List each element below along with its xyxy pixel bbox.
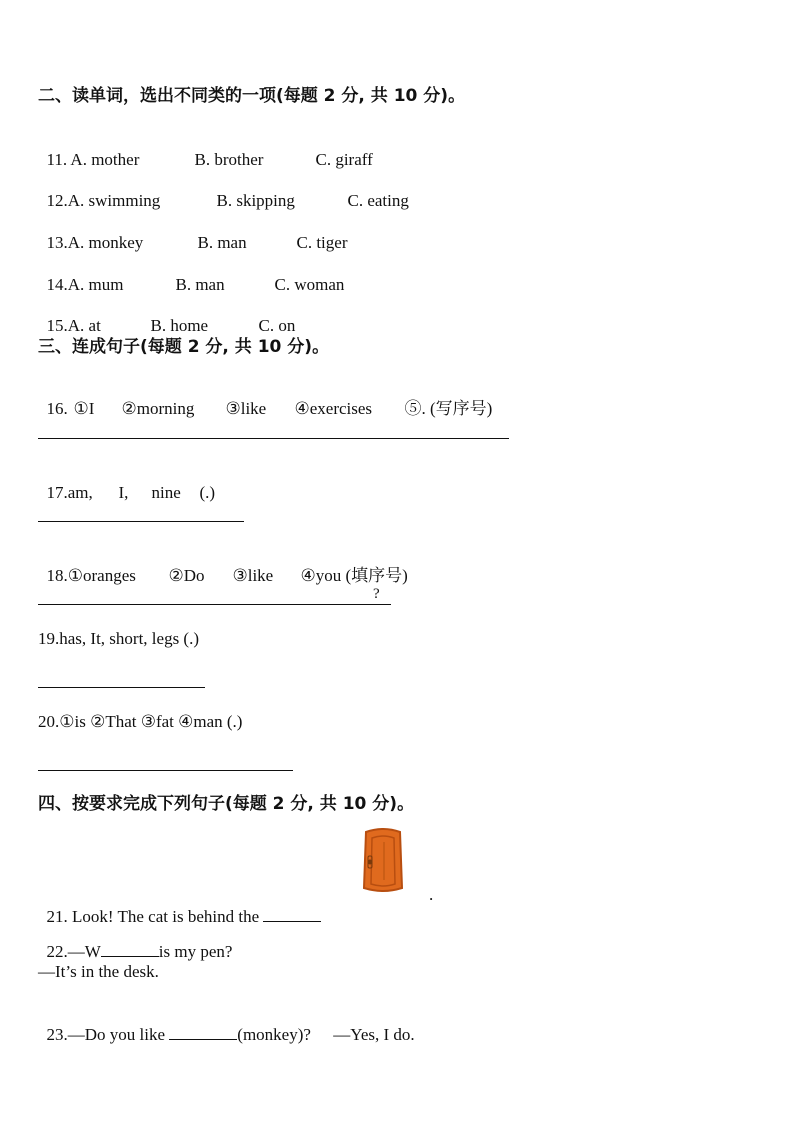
option-a: 12.A. swimming — [46, 191, 161, 210]
question-mark: ? — [373, 586, 380, 602]
question-13 — [38, 213, 348, 253]
question-18: 18.①oranges ②Do ③like ④you (填序号) — [46, 566, 408, 585]
answer-blank-21[interactable] — [263, 905, 321, 922]
option-c: C. eating — [347, 191, 409, 210]
question-20: 20.①is ②That ③fat ④man (.) — [38, 712, 243, 731]
answer-line-19[interactable] — [38, 687, 205, 688]
answer-blank-22[interactable] — [101, 940, 159, 957]
option-b: B. brother — [194, 150, 264, 169]
answer-blank-23[interactable] — [169, 1023, 237, 1040]
option-a: 11. A. mother — [46, 150, 140, 169]
option-a: 13.A. monkey — [46, 233, 144, 252]
option-a: 14.A. mum — [46, 275, 124, 294]
door-icon — [360, 828, 406, 896]
section-3-heading: 三、连成句子(每题 2 分, 共 10 分)。 — [38, 337, 330, 357]
question-21-period: . — [429, 885, 434, 904]
section-2-heading: 二、读单词，选出不同类的一项(每题 2 分, 共 10 分)。 — [38, 86, 466, 106]
option-c: C. woman — [274, 275, 345, 294]
question-12 — [38, 171, 409, 211]
question-22: 22.—W is my pen? — [46, 942, 233, 961]
option-a: 15.A. at — [46, 316, 101, 335]
question-16: 16. ①I ②morning ③like ④exercises ⑤. (写序号) — [46, 399, 493, 418]
question-17: 17.am, I, nine (.) — [46, 483, 216, 502]
option-c: C. on — [258, 316, 296, 335]
answer-line-16[interactable] — [38, 438, 509, 439]
option-b: B. man — [175, 275, 225, 294]
question-22-answer: —It’s in the desk. — [38, 962, 159, 981]
answer-line-20[interactable] — [38, 770, 293, 771]
answer-line-18[interactable] — [38, 604, 391, 605]
question-21: 21. Look! The cat is behind the — [38, 885, 321, 927]
option-c: C. tiger — [296, 233, 348, 252]
question-23: 23.—Do you like (monkey)? —Yes, I do. — [46, 1025, 415, 1044]
section-4-heading: 四、按要求完成下列句子(每题 2 分, 共 10 分)。 — [38, 794, 415, 814]
question-14 — [38, 255, 344, 295]
option-b: B. home — [150, 316, 209, 335]
question-19: 19.has, It, short, legs (.) — [38, 629, 200, 648]
question-11 — [38, 130, 373, 170]
option-c: C. giraff — [315, 150, 373, 169]
option-b: B. skipping — [216, 191, 295, 210]
answer-line-17[interactable] — [38, 521, 244, 522]
question-15 — [38, 296, 295, 336]
option-b: B. man — [197, 233, 247, 252]
